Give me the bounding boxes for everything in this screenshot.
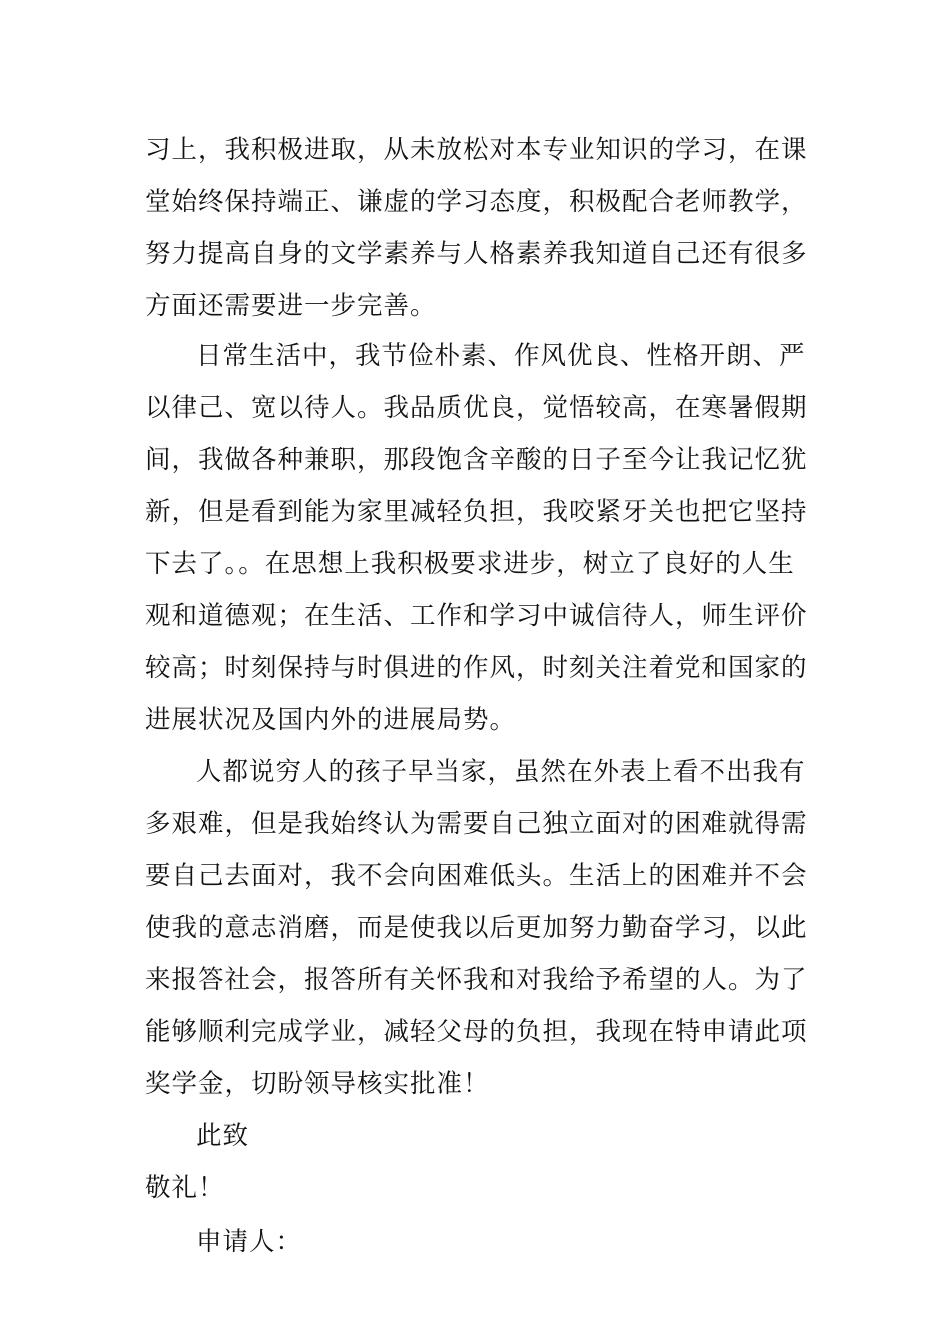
paragraph-line: 观和道德观；在生活、工作和学习中诚信待人，师生评价	[145, 601, 808, 631]
paragraph-line: 堂始终保持端正、谦虚的学习态度，积极配合老师教学，	[145, 187, 808, 217]
salutation-text: 敬礼！	[145, 1173, 225, 1203]
paragraph-line: 奖学金，切盼领导核实批准！	[145, 1069, 490, 1099]
paragraph-line: 要自己去面对，我不会向困难低头。生活上的困难并不会	[145, 861, 808, 891]
paragraph-line: 能够顺利完成学业，减轻父母的负担，我现在特申请此项	[145, 1017, 808, 1047]
paragraph-line: 较高；时刻保持与时俱进的作风，时刻关注着党和国家的	[145, 653, 808, 683]
paragraph-line: 来报答社会，报答所有关怀我和对我给予希望的人。为了	[145, 965, 808, 995]
paragraph-line: 多艰难，但是我始终认为需要自己独立面对的困难就得需	[145, 809, 808, 839]
paragraph-line: 人都说穷人的孩子早当家，虽然在外表上看不出我有	[196, 757, 806, 787]
paragraph-line: 进展状况及国内外的进展局势。	[145, 705, 517, 735]
paragraph-line: 使我的意志消磨，而是使我以后更加努力勤奋学习，以此	[145, 913, 808, 943]
paragraph-line: 以律己、宽以待人。我品质优良，觉悟较高，在寒暑假期	[145, 393, 808, 423]
closing-text: 此致	[196, 1121, 250, 1151]
paragraph-line: 下去了。。在思想上我积极要求进步，树立了良好的人生	[145, 549, 795, 579]
paragraph-line: 努力提高自身的文学素养与人格素养我知道自己还有很多	[145, 239, 808, 269]
paragraph-line: 方面还需要进一步完善。	[145, 291, 437, 321]
paragraph-line: 新，但是看到能为家里减轻负担，我咬紧牙关也把它坚持	[145, 497, 808, 527]
paragraph-line: 日常生活中，我节俭朴素、作风优良、性格开朗、严	[196, 341, 806, 371]
paragraph-line: 间，我做各种兼职，那段饱含辛酸的日子至今让我记忆犹	[145, 445, 808, 475]
signature-label: 申请人：	[196, 1227, 303, 1257]
paragraph-line: 习上，我积极进取，从未放松对本专业知识的学习，在课	[145, 135, 808, 165]
